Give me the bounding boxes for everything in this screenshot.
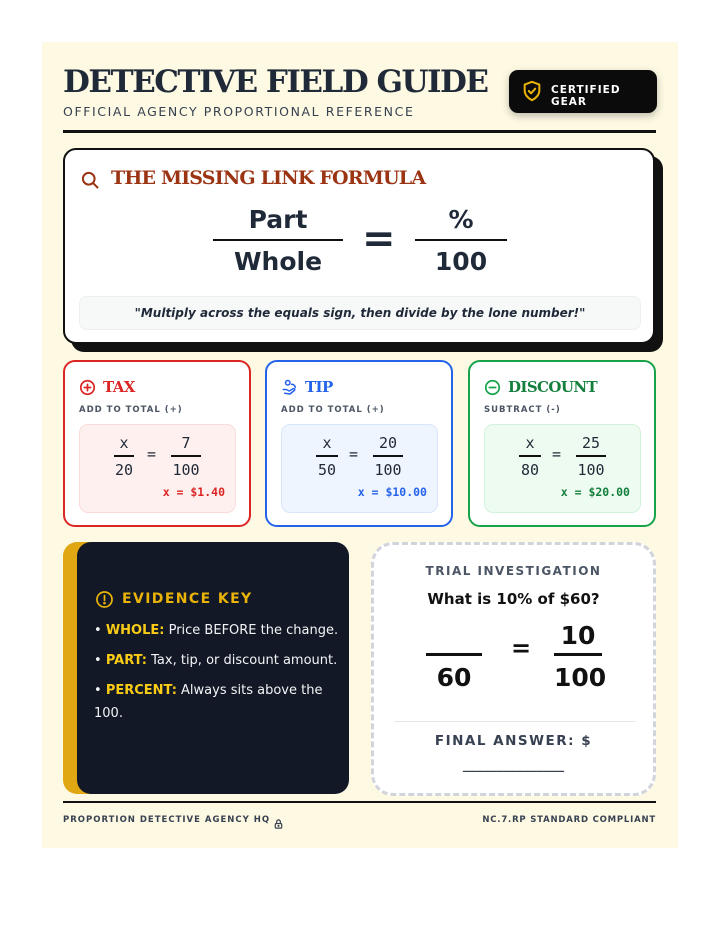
discount-left-fraction [519, 433, 541, 480]
evidence-title: EVIDENCE KEY [122, 591, 253, 607]
percent-fraction [415, 203, 507, 279]
tax-subtitle: ADD TO TOTAL (+) [79, 405, 183, 415]
minus-circle-icon [484, 379, 501, 400]
tax-right-numerator: 7 [181, 434, 191, 452]
fraction-bar [415, 239, 507, 241]
discount-left-numerator: x [525, 434, 535, 452]
tax-right-denominator: 100 [172, 460, 200, 479]
tip-left-denominator: 50 [317, 460, 337, 479]
fraction-bar [316, 455, 338, 457]
formula-tip: "Multiply across the equals sign, then divide by the lone number!" [79, 296, 641, 330]
tax-left-fraction [114, 433, 134, 480]
tax-left-denominator: 20 [114, 460, 134, 479]
trial-left-fraction [426, 619, 482, 695]
trial-right-denominator: 100 [554, 663, 607, 692]
tax-left-numerator: x [119, 434, 129, 452]
tip-left-numerator: x [322, 434, 332, 452]
formula-panel [63, 148, 655, 344]
tip-title: TIP [305, 378, 333, 396]
search-icon [80, 170, 100, 194]
trial-question: What is 10% of $60? [427, 590, 600, 608]
header-divider [63, 130, 656, 133]
trial-blank-numerator[interactable] [426, 619, 482, 653]
trial-investigation-panel [371, 542, 656, 796]
lock-icon [273, 815, 284, 834]
tip-card [265, 360, 453, 527]
formula-title: THE MISSING LINK FORMULA [111, 167, 426, 189]
fraction-bar [213, 239, 343, 241]
evidence-list [94, 619, 339, 732]
tip-subtitle: ADD TO TOTAL (+) [281, 405, 385, 415]
page-title: DETECTIVE FIELD GUIDE [63, 64, 488, 100]
evidence-key-label: PART: [105, 653, 147, 668]
footer-agency: PROPORTION DETECTIVE AGENCY HQ [63, 815, 271, 825]
discount-right-numerator: 25 [581, 434, 601, 452]
discount-title: DISCOUNT [508, 378, 598, 396]
tax-answer: x = $1.40 [162, 485, 225, 499]
fraction-bar [373, 455, 403, 457]
tax-right-fraction [171, 433, 201, 480]
page-subtitle: OFFICIAL AGENCY PROPORTIONAL REFERENCE [63, 104, 415, 119]
footer-divider [63, 801, 656, 803]
percent-label: % [448, 205, 474, 234]
discount-example [484, 424, 641, 513]
fraction-bar [554, 653, 602, 656]
hundred-label: 100 [434, 247, 488, 276]
fraction-bar [171, 455, 201, 457]
evidence-text: Tax, tip, or discount amount. [147, 653, 338, 668]
evidence-item-percent: • PERCENT: Always sits above the 100. [94, 683, 323, 721]
footer-standard: NC.7.RP STANDARD COMPLIANT [482, 815, 656, 825]
evidence-key-panel [77, 542, 349, 794]
discount-left-denominator: 80 [520, 460, 540, 479]
evidence-item-part: • PART: Tax, tip, or discount amount. [94, 653, 338, 668]
final-answer-blank[interactable]: _______________ [462, 757, 565, 773]
tip-example [281, 424, 438, 513]
trial-right-fraction [554, 619, 607, 695]
shield-check-icon [521, 80, 543, 106]
tip-right-numerator: 20 [378, 434, 398, 452]
final-answer-label: FINAL ANSWER: $ [434, 733, 593, 749]
evidence-text: Always sits above the 100. [94, 683, 323, 721]
hand-coins-icon [281, 379, 299, 401]
evidence-key-label: WHOLE: [105, 623, 165, 638]
part-whole-fraction [213, 203, 343, 279]
part-label: Part [248, 205, 308, 234]
trial-title: TRIAL INVESTIGATION [425, 564, 602, 578]
discount-right-denominator: 100 [577, 460, 605, 479]
discount-equals: = [552, 445, 562, 463]
discount-right-fraction [576, 433, 606, 480]
discount-subtitle: SUBTRACT (-) [484, 405, 561, 415]
trial-right-numerator: 10 [560, 621, 596, 650]
fraction-bar [576, 455, 606, 457]
trial-left-denominator: 60 [436, 663, 472, 692]
fraction-bar [519, 455, 541, 457]
tax-title: TAX [103, 378, 135, 396]
tip-answer: x = $10.00 [357, 485, 427, 499]
tip-right-denominator: 100 [374, 460, 402, 479]
plus-circle-icon [79, 379, 96, 400]
trial-equals: = [511, 634, 532, 662]
alert-circle-icon [95, 590, 114, 613]
trial-divider [394, 721, 636, 722]
evidence-key-label: PERCENT: [105, 683, 177, 698]
whole-label: Whole [233, 247, 323, 276]
badge-label: CERTIFIED GEAR [551, 84, 621, 108]
field-guide-sheet [42, 42, 678, 848]
tip-left-fraction [316, 433, 338, 480]
evidence-item-whole: • WHOLE: Price BEFORE the change. [94, 623, 339, 638]
formula-equals: = [362, 216, 396, 262]
discount-card [468, 360, 656, 527]
tax-equals: = [147, 445, 157, 463]
tax-card [63, 360, 251, 527]
fraction-bar [426, 653, 482, 656]
fraction-bar [114, 455, 134, 457]
evidence-text: Price BEFORE the change. [164, 623, 339, 638]
certified-badge [509, 70, 657, 113]
tip-right-fraction [373, 433, 403, 480]
tax-example [79, 424, 236, 513]
discount-answer: x = $20.00 [560, 485, 630, 499]
tip-equals: = [349, 445, 359, 463]
